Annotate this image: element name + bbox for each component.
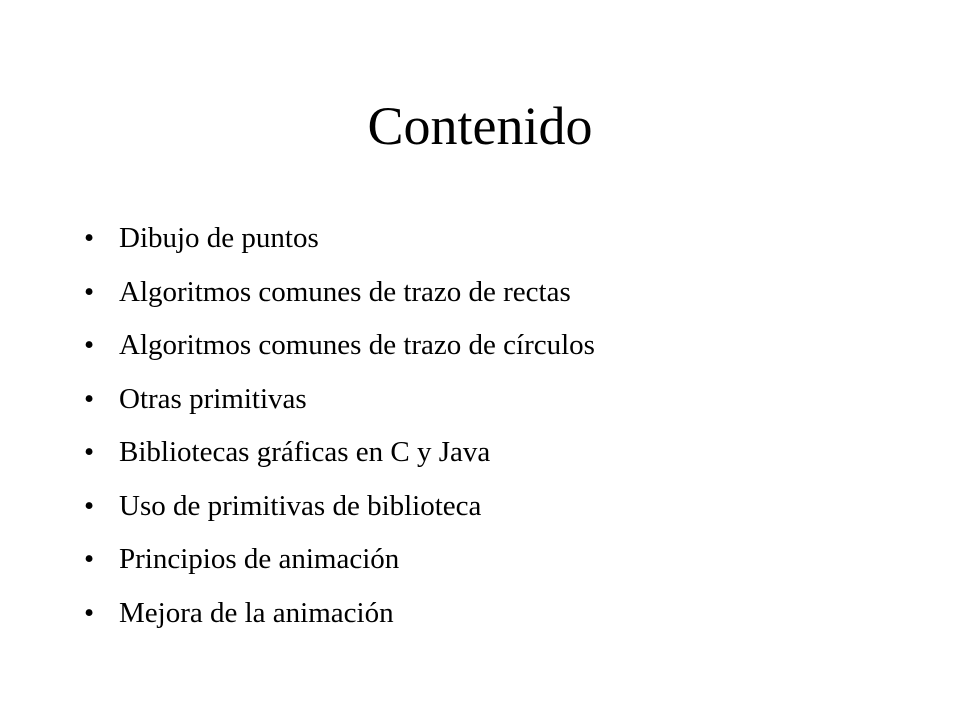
bullet-icon: • bbox=[84, 222, 95, 254]
list-item-text: Otras primitivas bbox=[119, 382, 307, 415]
bullet-icon: • bbox=[84, 543, 95, 575]
list-item-text: Algoritmos comunes de trazo de círculos bbox=[119, 329, 595, 361]
list-item bbox=[84, 323, 595, 377]
bullet-icon: • bbox=[84, 489, 95, 522]
list-item-text: Dibujo de puntos bbox=[119, 222, 319, 254]
list-item bbox=[84, 537, 595, 591]
bullet-list bbox=[84, 216, 595, 644]
list-item bbox=[84, 591, 595, 645]
list-item-text: Uso de primitivas de biblioteca bbox=[119, 489, 482, 522]
bullet-icon: • bbox=[84, 436, 95, 468]
list-item-text: Principios de animación bbox=[119, 543, 400, 575]
list-item bbox=[84, 270, 595, 324]
bullet-icon: • bbox=[84, 275, 95, 308]
list-item bbox=[84, 430, 595, 484]
bullet-icon: • bbox=[84, 596, 95, 629]
bullet-icon: • bbox=[84, 382, 95, 415]
list-item bbox=[84, 377, 595, 431]
slide-title: Contenido bbox=[367, 96, 593, 156]
list-item-text: Bibliotecas gráficas en C y Java bbox=[119, 436, 491, 468]
list-item-text: Mejora de la animación bbox=[119, 596, 394, 629]
list-item-text: Algoritmos comunes de trazo de rectas bbox=[119, 275, 571, 308]
list-item bbox=[84, 484, 595, 538]
list-item bbox=[84, 216, 595, 270]
bullet-icon: • bbox=[84, 329, 95, 361]
